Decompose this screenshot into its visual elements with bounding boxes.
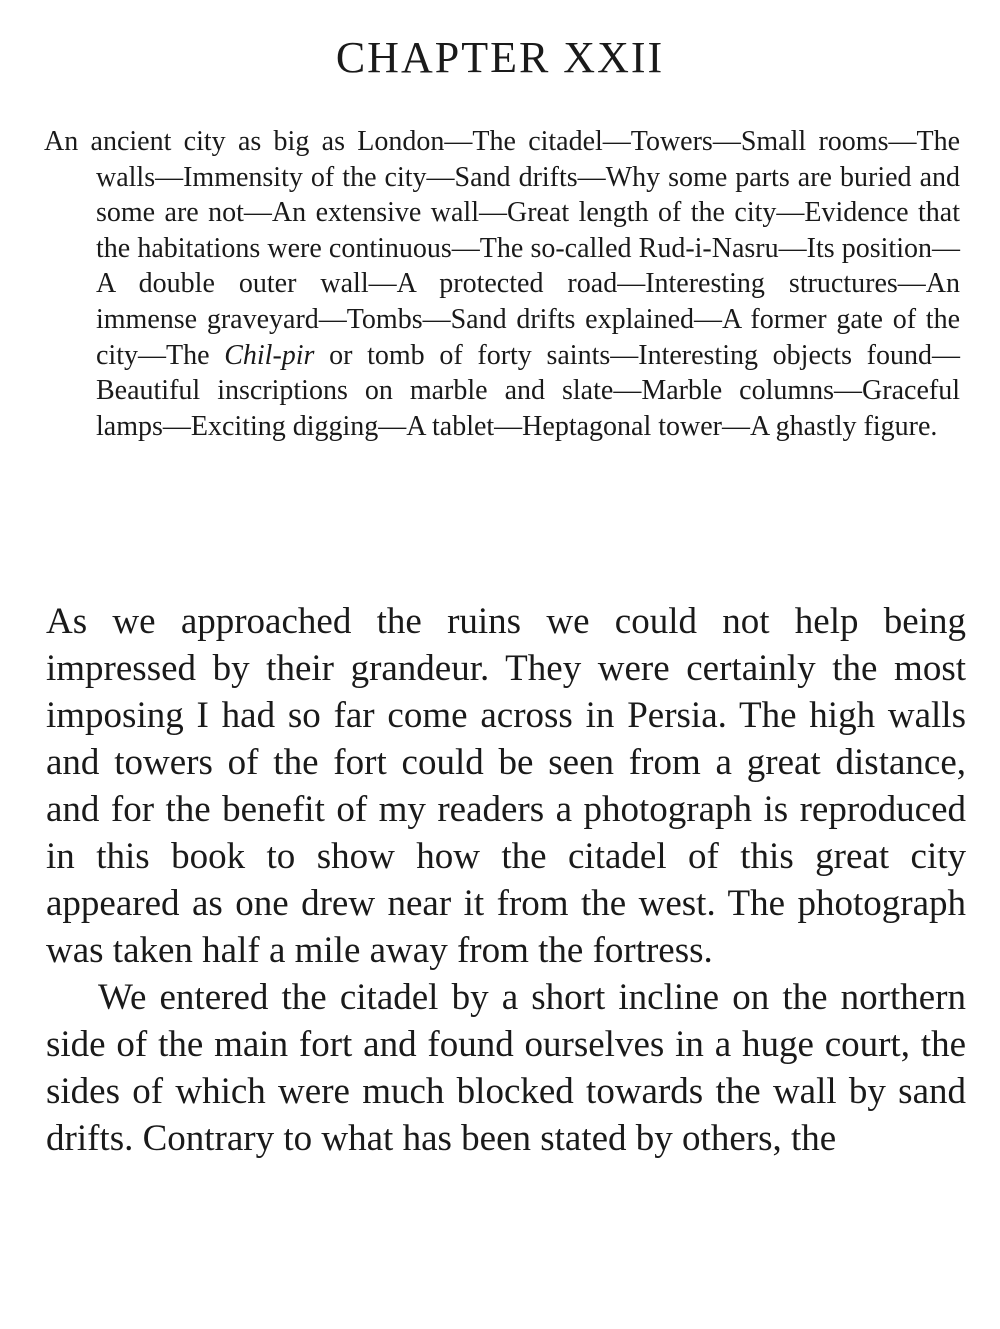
synopsis-text-start: An ancient city as big as London—The citadel—Towers—Small rooms—The walls—Immensity of the city—Sand drifts—Why some parts are buried and some are not—An extensive wall—Great length of the city—Evidence that the habitations were continuous—The so-called Rud-i-Nasru—Its position—A double outer wall—A protected road—Interesting structures—An immense graveyard—Tombs—Sand drifts explained—A former gate of the city—The bbox=[44, 126, 960, 371]
chapter-title: CHAPTER XXII bbox=[335, 33, 665, 82]
synopsis-text-end: or tomb of forty saints—Interesting objects found—Beautiful inscriptions on marble and slate—Marble columns—Graceful lamps—Exciting digging—A tablet—Heptagonal tower—A ghastly figure. bbox=[96, 339, 960, 442]
chapter-synopsis bbox=[44, 124, 960, 444]
synopsis-italic-term: Chil-pir bbox=[224, 339, 315, 371]
body-text bbox=[46, 598, 966, 1162]
paragraph-1: As we approached the ruins we could not help being impressed by their grandeur. They were certainly the most imposing I had so far come across in Persia. The high walls and towers of the fort could be seen from a great distance, and for the benefit of my readers a photograph is reproduced in this book to show how the citadel of this great city appeared as one drew near it from the west. The photograph was taken half a mile away from the fortress. bbox=[46, 601, 966, 971]
paragraph-2: We entered the citadel by a short incline on the northern side of the main fort and found ourselves in a huge court, the sides of which were much blocked towards the wall by sand drifts. Contrary to what has been stated by others, the bbox=[46, 977, 966, 1159]
